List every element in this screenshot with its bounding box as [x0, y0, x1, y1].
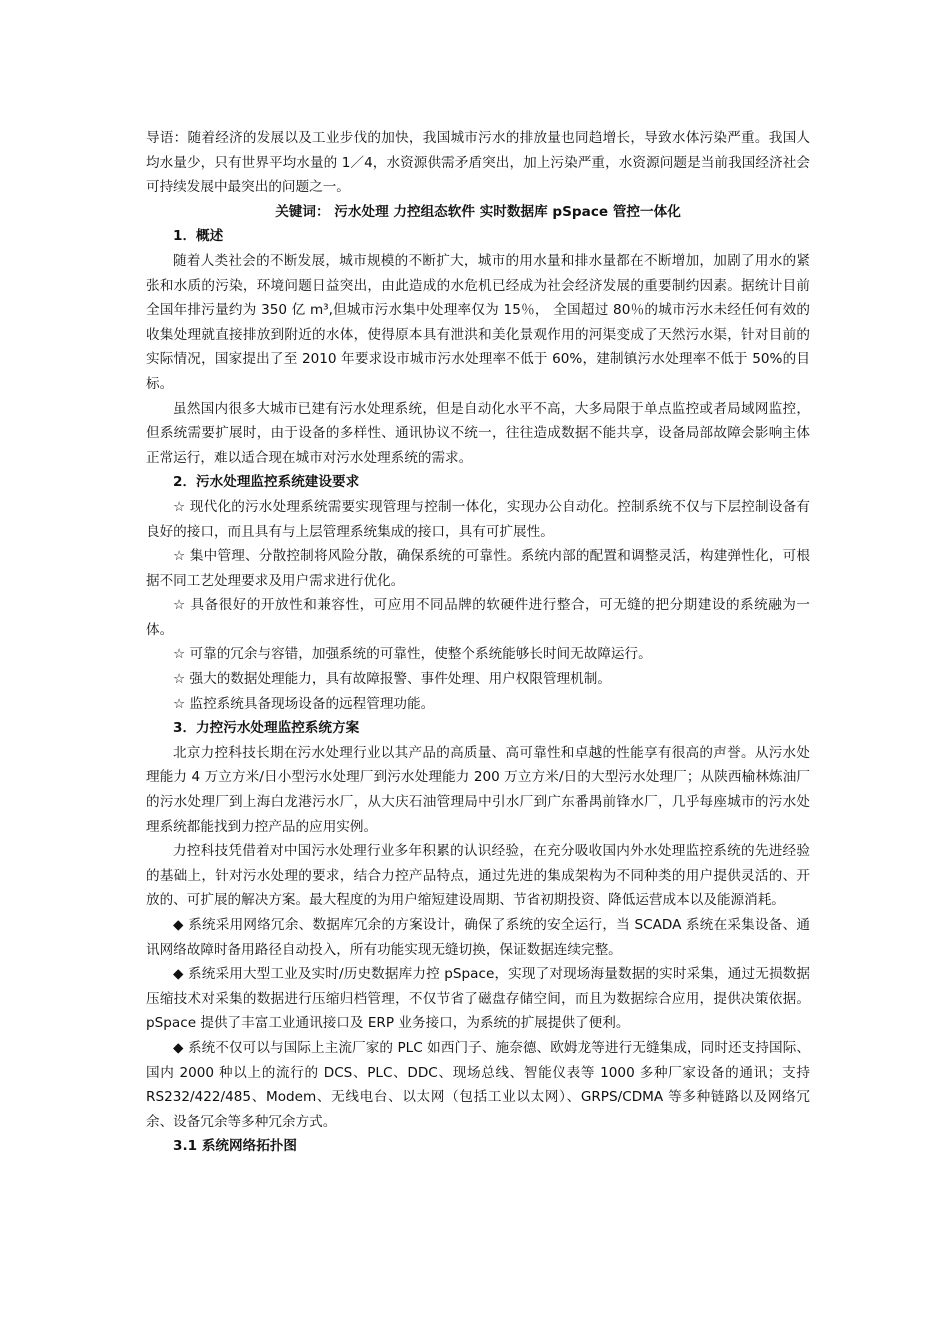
requirement-item: ☆ 现代化的污水处理系统需要实现管理与控制一体化，实现办公自动化。控制系统不仅与下层控制设备有良好的接口，而且具有与上层管理系统集成的接口，具有可扩展性。 [146, 498, 810, 540]
section-3-1-heading: 3.1 系统网络拓扑图 [173, 1138, 297, 1155]
section-3-paragraph-1: 北京力控科技长期在污水处理行业以其产品的高质量、高可靠性和卓越的性能享有很高的声誉。从污水处理能力 4 万立方米/日小型污水处理厂到污水处理能力 200 万立方米/日的大型污水处理厂；从陕西榆林炼油厂的污水处理厂到上海白龙港污水厂，从大庆石油管理局中引水厂到广东番禺前锋水厂，几乎每座城市的污水处理系统都能找到力控产品的应用实例。 [146, 744, 810, 835]
requirement-item: ☆ 强大的数据处理能力，具有故障报警、事件处理、用户权限管理机制。 [173, 671, 611, 688]
section-1-paragraph-2: 虽然国内很多大城市已建有污水处理系统，但是自动化水平不高，大多局限于单点监控或者局域网监控，但系统需要扩展时，由于设备的多样性、通讯协议不统一，往往造成数据不能共享，设备局部故障会影响主体正常运行，难以适合现在城市对污水处理系统的需求。 [146, 400, 810, 466]
requirement-item: ☆ 集中管理、分散控制将风险分散，确保系统的可靠性。系统内部的配置和调整灵活，构建弹性化，可根据不同工艺处理要求及用户需求进行优化。 [146, 548, 810, 589]
intro-paragraph: 导语：随着经济的发展以及工业步伐的加快，我国城市污水的排放量也同趋增长，导致水体污染严重。我国人均水量少，只有世界平均水量的 1／4，水资源供需矛盾突出，加上污染严重，水资源问题是当前我国经济社会可持续发展中最突出的问题之一。 [146, 130, 810, 196]
requirement-item: ☆ 可靠的冗余与容错，加强系统的可靠性，使整个系统能够长时间无故障运行。 [173, 646, 652, 663]
document-page [146, 126, 810, 1159]
feature-bullet: ◆ 系统采用大型工业及实时/历史数据库力控 pSpace，实现了对现场海量数据的实时采集，通过无损数据压缩技术对采集的数据进行压缩归档管理，不仅节省了磁盘存储空间，而且为数据综合应用，提供决策依据。pSpace 提供了丰富工业通讯接口及 ERP 业务接口，为系统的扩展提供了便利。 [146, 966, 810, 1032]
feature-bullet: ◆ 系统不仅可以与国际上主流厂家的 PLC 如西门子、施奈德、欧姆龙等进行无缝集成，同时还支持国际、国内 2000 种以上的流行的 DCS、PLC、DDC、现场总线、智能仪表等 1000 多种厂家设备的通讯；支持 RS232/422/485、Modem、无线电台、以太网（包括工业以太网）、GRPS/CDMA 等多种链路以及网络冗余、设备冗余等多种冗余方式。 [146, 1039, 810, 1130]
section-3-heading: 3．力控污水处理监控系统方案 [173, 720, 360, 737]
section-3-paragraph-2: 力控科技凭借着对中国污水处理行业多年积累的认识经验，在充分吸收国内外水处理监控系统的先进经验的基础上，针对污水处理的要求，结合力控产品特点，通过先进的集成架构为不同种类的用户提供灵活的、开放的、可扩展的解决方案。最大程度的为用户缩短建设周期、节省初期投资、降低运营成本以及能源消耗。 [146, 843, 810, 909]
requirement-item: ☆ 具备很好的开放性和兼容性，可应用不同品牌的软硬件进行整合，可无缝的把分期建设的系统融为一体。 [146, 597, 810, 638]
requirement-item: ☆ 监控系统具备现场设备的远程管理功能。 [173, 695, 435, 712]
feature-bullet: ◆ 系统采用网络冗余、数据库冗余的方案设计，确保了系统的安全运行，当 SCADA 系统在采集设备、通讯网络故障时备用路径自动投入，所有功能实现无缝切换，保证数据连续完整。 [146, 917, 810, 958]
section-1-heading: 1．概述 [173, 228, 224, 245]
section-1-paragraph-1: 随着人类社会的不断发展，城市规模的不断扩大，城市的用水量和排水量都在不断增加，加剧了用水的紧张和水质的污染，环境问题日益突出，由此造成的水危机已经成为社会经济发展的重要制约因素。据统计目前全国年排污量约为 350 亿 m³,但城市污水集中处理率仅为 15％， 全国超过 80％的城市污水未经任何有效的收集处理就直接排放到附近的水体，使得原本具有泄洪和美化景观作用的河渠变成了天然污水渠，针对目前的实际情况，国家提出了至 2010 年要求设市城市污水处理率不低于 60%，建制镇污水处理率不低于 50%的目标。 [146, 252, 810, 392]
keywords-line: 关键词： 污水处理 力控组态软件 实时数据库 pSpace 管控一体化 [275, 203, 681, 220]
section-2-heading: 2．污水处理监控系统建设要求 [173, 474, 360, 491]
